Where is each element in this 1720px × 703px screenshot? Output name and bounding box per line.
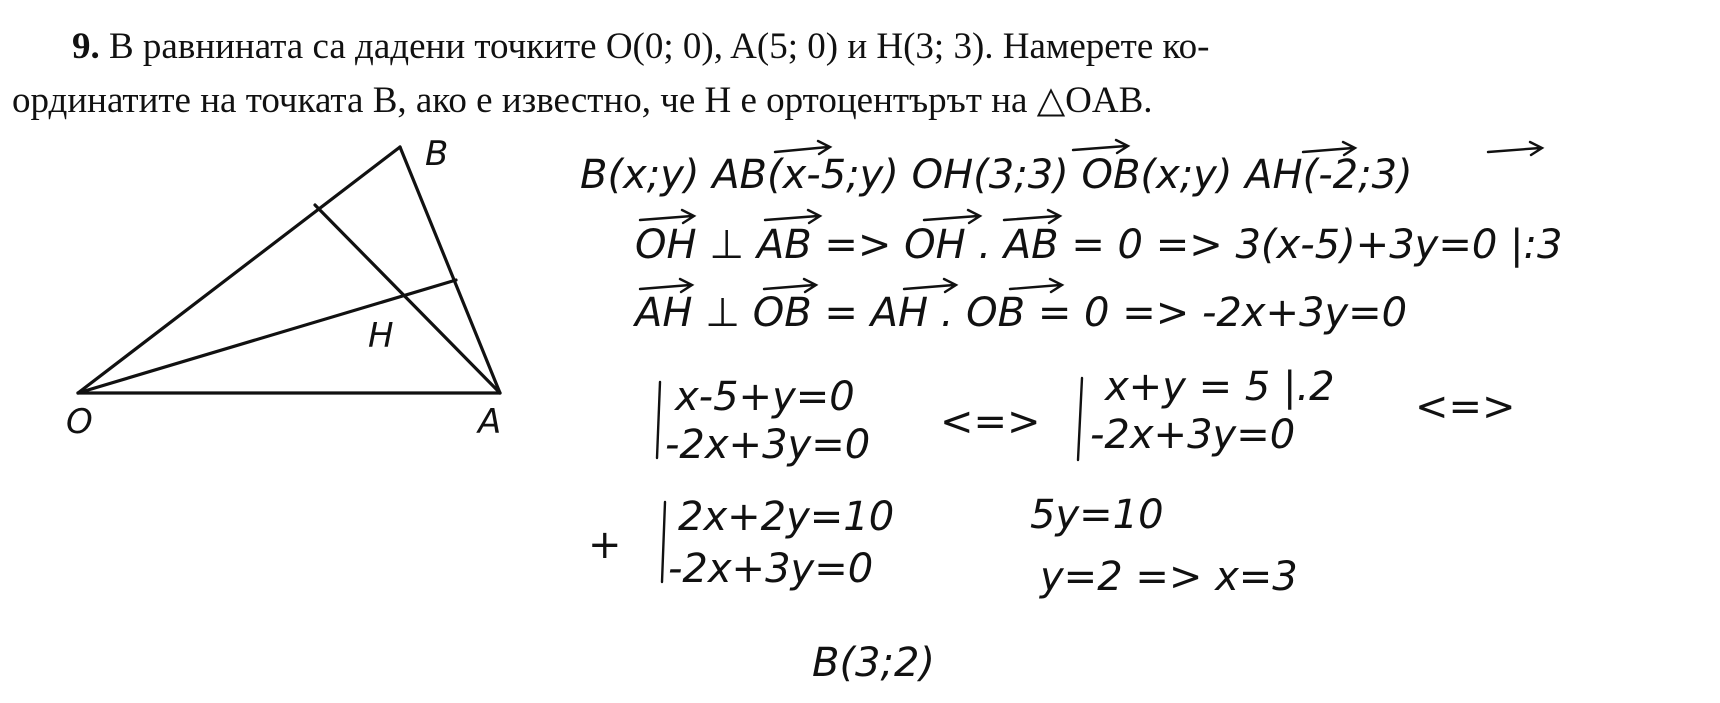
system3-eq1: 2x+2y=10 <box>678 494 895 540</box>
final-answer: B(3;2) <box>812 640 936 686</box>
system2-eq2: -2x+3y=0 <box>1090 412 1296 458</box>
equivalence-arrow-1: <=> <box>940 399 1041 445</box>
solution-line-3: AH ⊥ OB = AH . OB = 0 => -2x+3y=0 <box>635 290 1408 336</box>
system-bar-1 <box>657 382 660 458</box>
problem-line-2: ординатите на точката B, ако е известно, че H е ортоцентърът на △OAB. <box>12 80 1153 121</box>
problem-text-1: В равнината са дадени точките O(0; 0), A(5; 0) и H(3; 3). Намерете ко- <box>109 26 1210 67</box>
system1-eq1: x-5+y=0 <box>675 374 855 420</box>
solution-line-1: B(x;y) AB(x-5;y) OH(3;3) OB(x;y) AH(-2;3) <box>580 152 1413 198</box>
label-O: O <box>66 402 93 435</box>
system1-eq2: -2x+3y=0 <box>665 422 871 468</box>
problem-number: 9. <box>72 26 100 67</box>
system3-eq2: -2x+3y=0 <box>668 546 874 592</box>
label-A: A <box>478 402 502 435</box>
label-H: H <box>368 316 394 356</box>
solution-line-2: OH ⊥ AB => OH . AB = 0 => 3(x-5)+3y=0 |:3 <box>635 222 1563 268</box>
label-B: B <box>425 135 449 174</box>
result-line-2: y=2 => x=3 <box>1040 554 1298 600</box>
system-bar-3 <box>662 502 665 582</box>
vector-arrow-AH-1 <box>1488 142 1542 155</box>
plus-sign: + <box>588 522 622 568</box>
equivalence-arrow-2: <=> <box>1415 384 1516 430</box>
result-line-1: 5y=10 <box>1030 492 1164 538</box>
system-bar-2 <box>1078 378 1082 460</box>
system2-eq1: x+y = 5 |.2 <box>1105 364 1335 410</box>
